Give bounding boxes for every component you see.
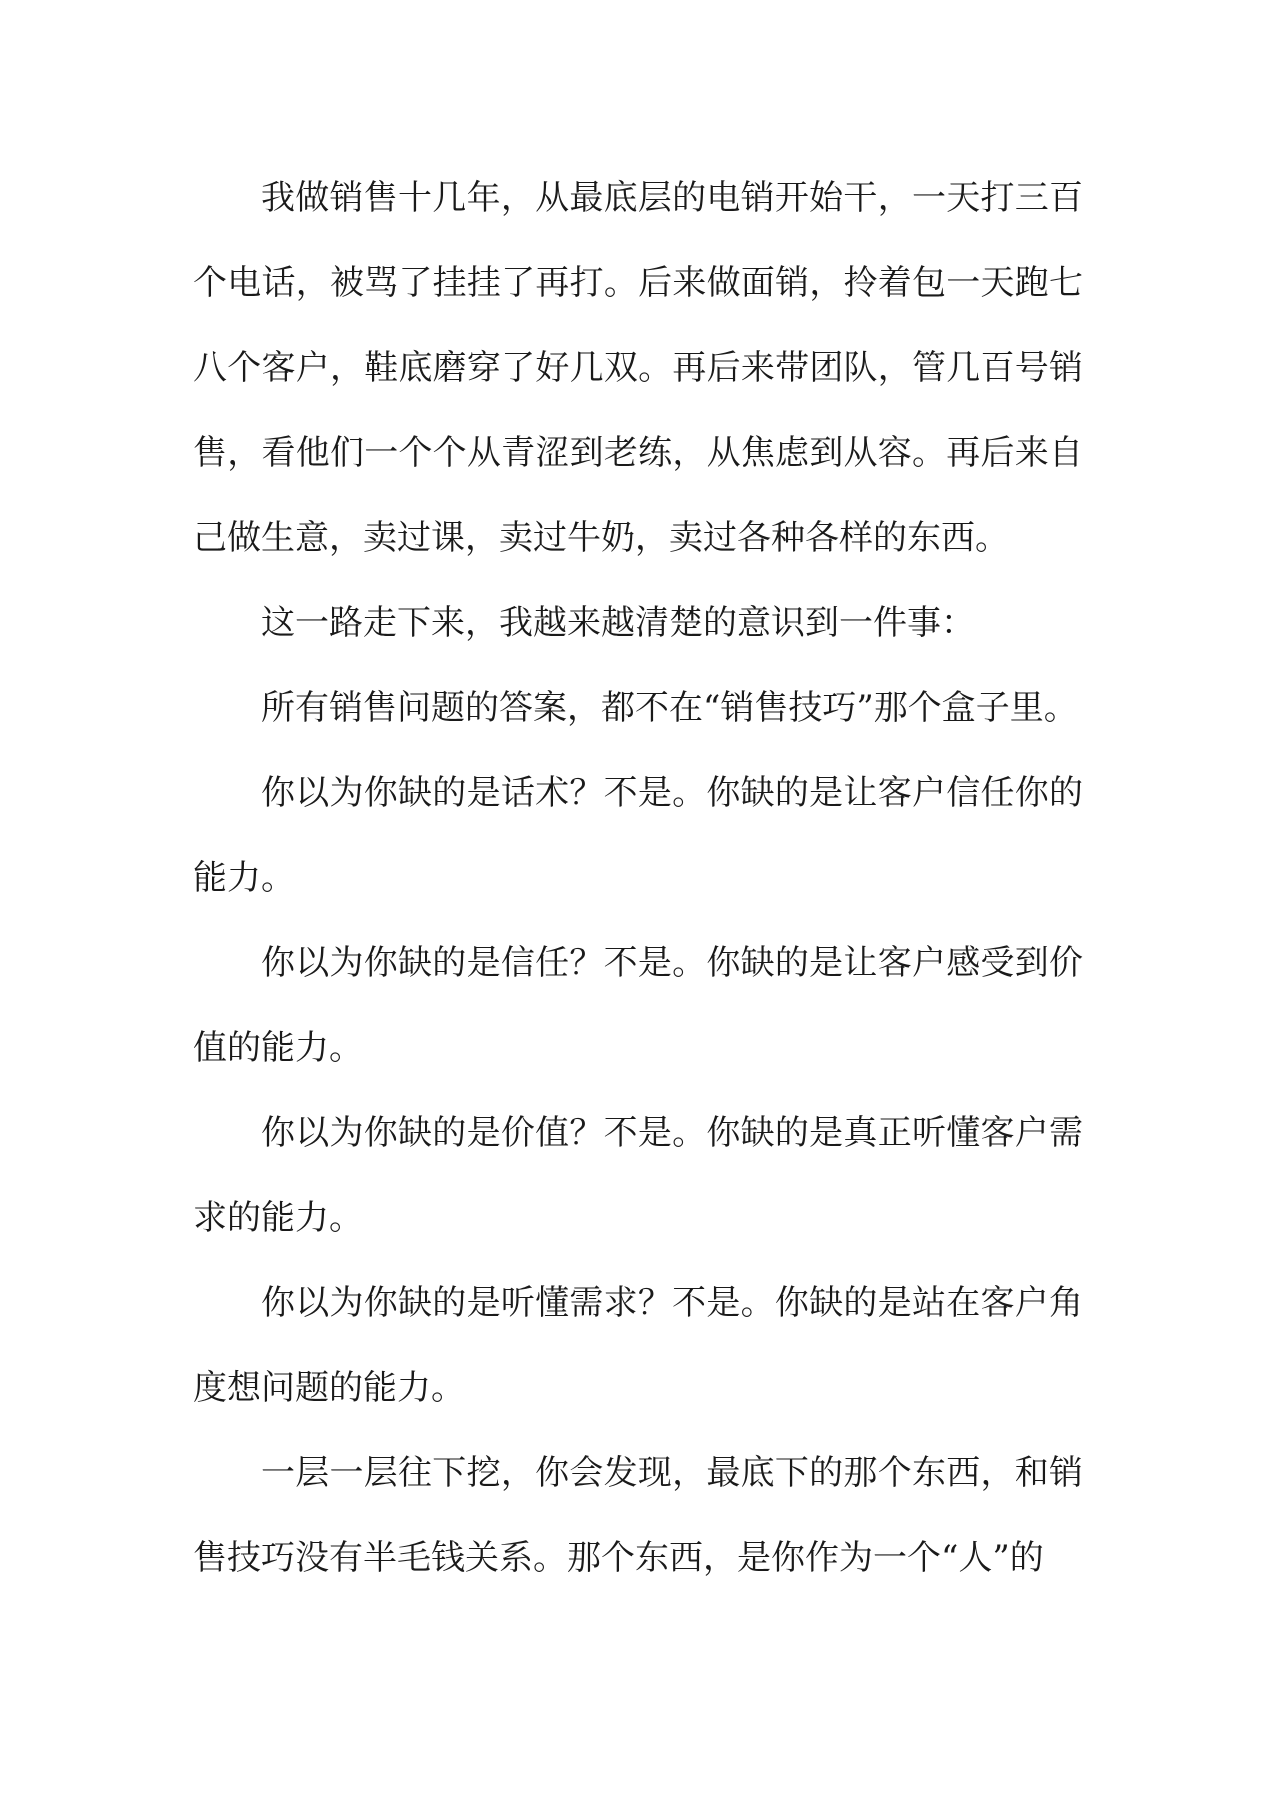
paragraph: 这一路走下来，我越来越清楚的意识到一件事： (261, 603, 975, 643)
paragraph: 我做销售十几年，从最底层的电销开始干，一天打三百个电话，被骂了挂挂了再打。后来做面销，拎着包一天跑七八个客户，鞋底磨穿了好几双。再后来带团队，管几百号销售，看他们一个个从青涩到老练，从焦虑到从容。再后来自己做生意，卖过课，卖过牛奶，卖过各种各样的东西。 (193, 178, 1083, 558)
paragraph: 所有销售问题的答案，都不在“销售技巧”那个盒子里。 (261, 688, 1078, 728)
paragraph: 你以为你缺的是信任？不是。你缺的是让客户感受到价值的能力。 (193, 943, 1083, 1068)
document-body (193, 156, 1083, 1601)
paragraph: 你以为你缺的是话术？不是。你缺的是让客户信任你的能力。 (193, 773, 1083, 898)
paragraph: 你以为你缺的是价值？不是。你缺的是真正听懂客户需求的能力。 (193, 1113, 1083, 1238)
paragraph: 你以为你缺的是听懂需求？不是。你缺的是站在客户角度想问题的能力。 (193, 1283, 1083, 1408)
paragraph: 一层一层往下挖，你会发现，最底下的那个东西，和销售技巧没有半毛钱关系。那个东西，是你作为一个“人”的 (193, 1453, 1083, 1578)
